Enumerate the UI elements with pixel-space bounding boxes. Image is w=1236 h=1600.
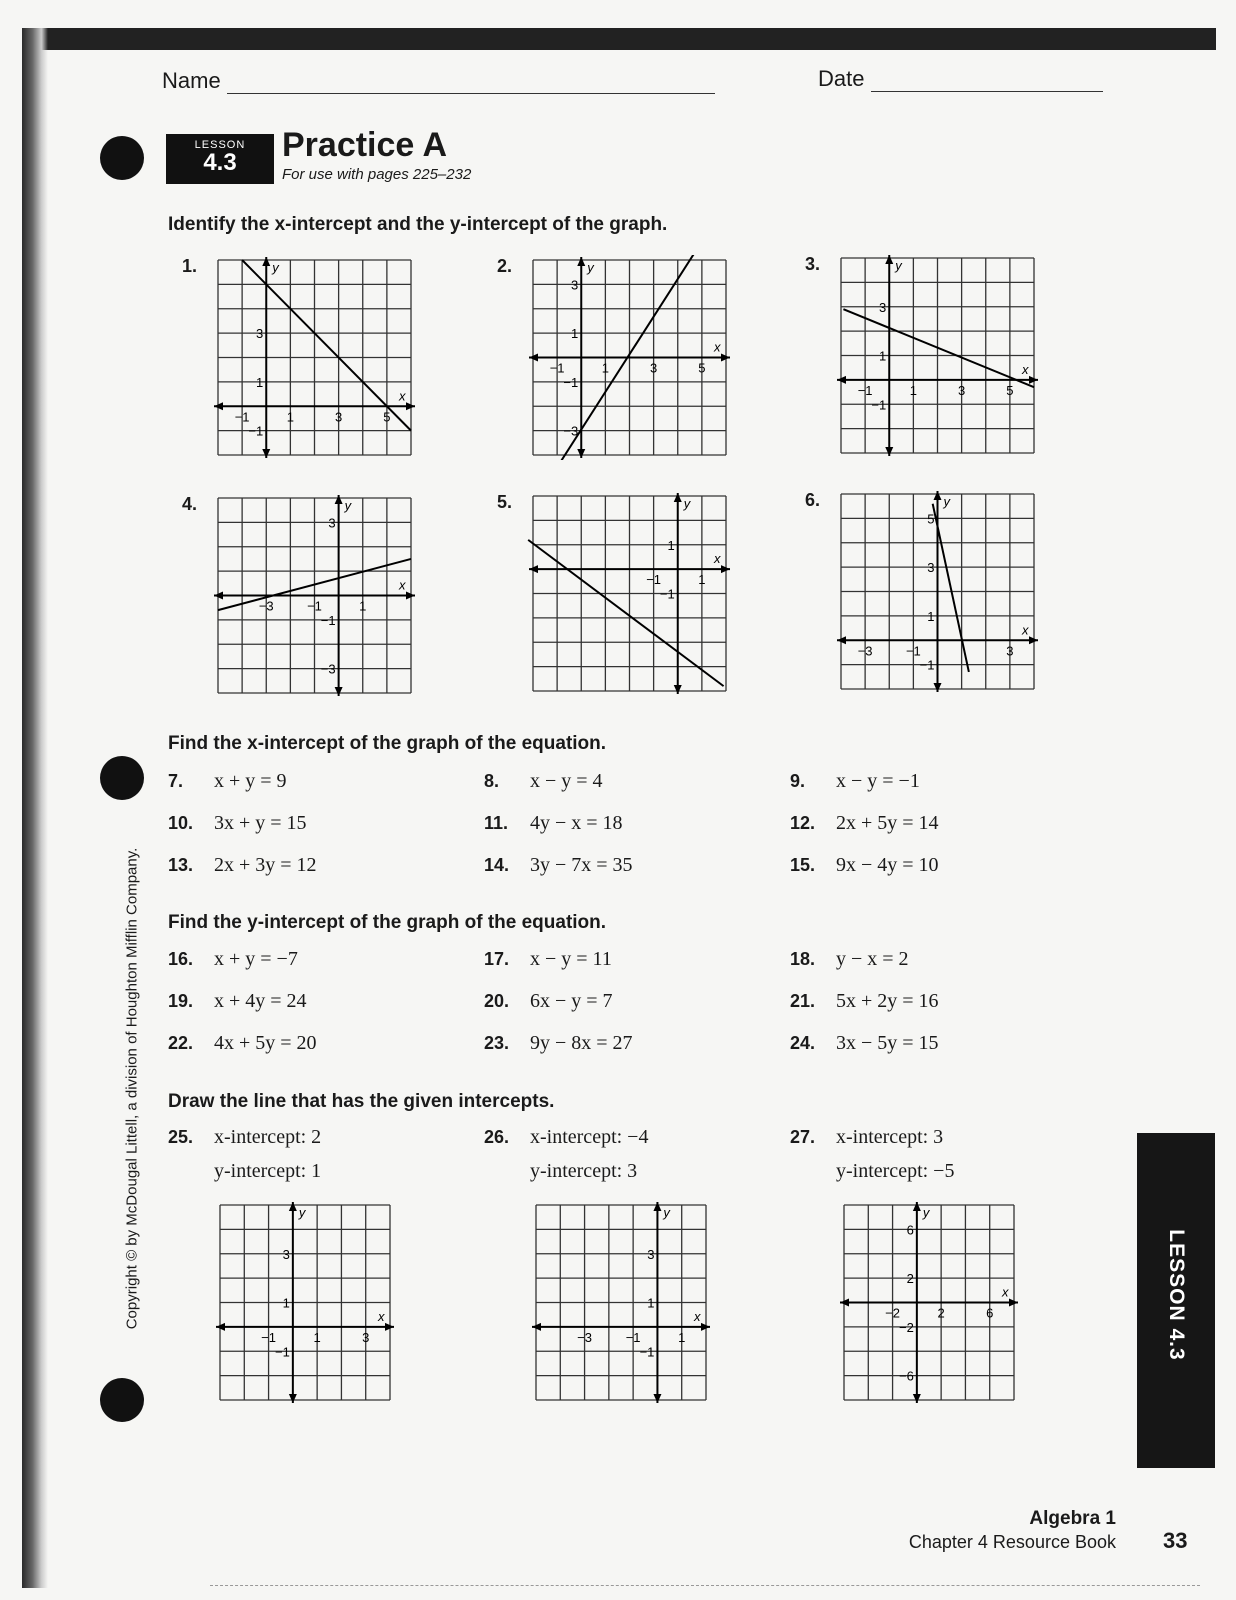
y-tick-label: 1 [571, 326, 579, 342]
footer-book: Algebra 1 [1029, 1508, 1116, 1529]
x-intercept-given: x-intercept: 2 [214, 1126, 322, 1148]
axis-arrow [913, 1202, 921, 1211]
problem-number: 23. [484, 1033, 510, 1053]
x-tick-label: 2 [937, 1305, 945, 1321]
equation: x + y = −7 [214, 948, 298, 970]
equation-problem [168, 1032, 317, 1055]
name-label: Name [162, 68, 221, 93]
y-tick-label: 3 [571, 277, 579, 293]
x-tick-label: 3 [335, 409, 343, 425]
x-axis-name: x [1022, 622, 1029, 638]
problem-number: 27. [790, 1127, 816, 1147]
problem-number: 14. [484, 855, 510, 875]
top-border [22, 28, 1216, 50]
x-tick-label: 3 [362, 1329, 370, 1345]
y-tick-label: 3 [328, 515, 336, 531]
x-tick-label: 1 [359, 598, 367, 614]
y-tick-label: −3 [563, 423, 579, 439]
problem-number: 18. [790, 949, 816, 969]
coordinate-grid-draw-26 [526, 1200, 716, 1405]
graph-problem-number: 6. [805, 490, 821, 510]
graph-problem-number: 4. [182, 494, 198, 514]
graph-line [242, 260, 411, 431]
y-axis-name: y [943, 494, 950, 509]
y-tick-label: 6 [906, 1222, 914, 1238]
coordinate-grid-2 [523, 255, 736, 460]
y-tick-label: 1 [256, 374, 264, 390]
y-intercept-given: y-intercept: 3 [530, 1160, 638, 1182]
equation: x − y = 4 [530, 770, 603, 792]
equation: 3x + y = 15 [214, 812, 307, 834]
y-tick-label: −1 [248, 423, 264, 439]
x-tick-label: −1 [549, 360, 565, 376]
y-tick-label: 3 [256, 326, 264, 342]
y-tick-label: −3 [320, 661, 336, 677]
x-tick-label: −1 [646, 572, 662, 588]
x-tick-label: 1 [698, 572, 706, 588]
x-tick-label: 1 [286, 409, 294, 425]
problem-number: 7. [168, 771, 184, 791]
x-tick-label: 5 [383, 409, 391, 425]
equation: 6x − y = 7 [530, 990, 613, 1012]
equation: y − x = 2 [836, 948, 909, 970]
x-axis-name: x [694, 1308, 701, 1324]
y-axis-name: y [272, 260, 279, 275]
x-tick-label: −1 [857, 382, 873, 398]
y-axis-name: y [663, 1205, 670, 1220]
equation-problem [790, 1032, 939, 1055]
y-tick-label: 1 [879, 348, 887, 364]
axis-arrow [885, 447, 893, 456]
y-tick-label: −1 [871, 397, 887, 413]
x-tick-label: −1 [307, 598, 322, 614]
problem-number: 17. [484, 949, 510, 969]
page-title: Practice A [282, 126, 448, 164]
axis-arrow [653, 1394, 661, 1403]
date-label: Date [818, 66, 865, 91]
axis-arrow [885, 255, 893, 264]
equation: x − y = −1 [836, 770, 920, 792]
x-axis-name: x [399, 577, 406, 593]
equation-problem [484, 770, 603, 793]
axis-arrow [653, 1202, 661, 1211]
lesson-badge-label: LESSON [194, 139, 246, 151]
equation: 9x − 4y = 10 [836, 854, 939, 876]
equation-problem [484, 990, 613, 1013]
equation-problem [790, 948, 909, 971]
coordinate-grid-draw-27 [834, 1200, 1024, 1405]
equation: x − y = 11 [530, 948, 612, 970]
lesson-side-tab [1137, 1133, 1215, 1468]
x-tick-label: 3 [650, 360, 658, 376]
x-tick-label: 3 [1006, 643, 1014, 659]
equation: 5x + 2y = 16 [836, 990, 939, 1012]
x-tick-label: 1 [678, 1329, 686, 1345]
coordinate-grid-6 [831, 489, 1044, 694]
section4-instruction: Draw the line that has the given intercepts. [168, 1091, 555, 1112]
x-tick-label: 5 [698, 360, 706, 376]
y-axis-name: y [683, 496, 691, 511]
y-tick-label: −6 [899, 1368, 914, 1384]
y-axis-name: y [298, 1205, 306, 1220]
x-intercept-given: x-intercept: 3 [836, 1126, 944, 1148]
axis-arrow [289, 1394, 297, 1403]
problem-number: 19. [168, 991, 194, 1011]
y-tick-label: −1 [275, 1344, 290, 1360]
graph-line [843, 309, 1034, 387]
y-tick-label: 3 [282, 1246, 290, 1262]
page-subtitle: For use with pages 225–232 [282, 166, 472, 183]
lesson-badge [166, 134, 274, 184]
problem-number: 16. [168, 949, 194, 969]
problem-number: 9. [790, 771, 806, 791]
page-number: 33 [1163, 1528, 1188, 1553]
name-line[interactable] [227, 75, 715, 94]
left-border [22, 28, 48, 1588]
problem-number: 8. [484, 771, 500, 791]
y-axis-name: y [587, 260, 594, 275]
equation-problem [484, 948, 612, 971]
equation: 2x + 3y = 12 [214, 854, 317, 876]
lesson-badge-number: 4.3 [203, 149, 237, 176]
x-axis-name: x [399, 388, 406, 404]
equation: 3y − 7x = 35 [530, 854, 633, 876]
problem-number: 21. [790, 991, 816, 1011]
axis-arrow [934, 491, 942, 500]
x-tick-label: 1 [601, 360, 609, 376]
coordinate-grid-draw-25 [210, 1200, 400, 1405]
y-tick-label: 3 [927, 560, 935, 576]
equation-problem [790, 770, 920, 793]
y-intercept-given: y-intercept: −5 [836, 1160, 955, 1182]
y-tick-label: 2 [906, 1271, 914, 1287]
binder-hole-top [100, 136, 144, 180]
axis-arrow [262, 449, 270, 458]
axis-arrow [335, 687, 343, 696]
x-tick-label: −3 [258, 598, 274, 614]
intercept-problem [790, 1126, 943, 1149]
x-tick-label: −2 [885, 1305, 900, 1321]
y-tick-label: 1 [647, 1295, 655, 1311]
graph-problem-number: 1. [182, 256, 198, 276]
equation-problem [168, 854, 317, 877]
x-tick-label: 3 [958, 382, 966, 398]
section3-instruction: Find the y-intercept of the graph of the equation. [168, 912, 607, 933]
x-axis-name: x [714, 339, 721, 355]
axis-arrow [289, 1202, 297, 1211]
equation: x + 4y = 24 [214, 990, 307, 1012]
equation-problem [484, 812, 623, 835]
date-line[interactable] [871, 73, 1103, 92]
equation: 9y − 8x = 27 [530, 1032, 633, 1054]
axis-arrow [913, 1394, 921, 1403]
graph-problem-number: 3. [805, 254, 821, 274]
y-tick-label: −1 [563, 374, 579, 390]
axis-arrow [577, 449, 585, 458]
problem-number: 12. [790, 813, 816, 833]
y-tick-label: −1 [919, 657, 935, 673]
coordinate-grid-1 [208, 255, 421, 460]
side-tab-label: LESSON 4.3 [1165, 1229, 1188, 1361]
axis-arrow [674, 685, 682, 694]
x-tick-label: −1 [905, 643, 921, 659]
equation-problem [168, 948, 298, 971]
y-tick-label: 1 [927, 608, 935, 624]
y-tick-label: 5 [927, 511, 935, 527]
equation-problem [790, 990, 939, 1013]
axis-arrow [335, 495, 343, 504]
coordinate-grid-4 [208, 493, 421, 698]
equation-problem [790, 812, 939, 835]
problem-number: 11. [484, 813, 509, 833]
problem-number: 20. [484, 991, 510, 1011]
axis-arrow [674, 493, 682, 502]
x-tick-label: −1 [234, 409, 250, 425]
y-tick-label: −1 [639, 1344, 655, 1360]
section2-instruction: Find the x-intercept of the graph of the equation. [168, 733, 607, 754]
axis-arrow [934, 683, 942, 692]
y-tick-label: −1 [659, 586, 675, 602]
graph-problem-number: 5. [497, 492, 513, 512]
intercept-problem [484, 1126, 648, 1149]
y-axis-name: y [895, 258, 902, 273]
problem-number: 10. [168, 813, 194, 833]
equation-problem [168, 990, 307, 1013]
y-tick-label: 1 [282, 1295, 290, 1311]
y-tick-label: −1 [320, 612, 336, 628]
equation-problem [790, 854, 939, 877]
x-tick-label: −3 [577, 1329, 592, 1345]
x-tick-label: 5 [1006, 382, 1014, 398]
y-axis-name: y [344, 498, 352, 513]
footer-resource: Chapter 4 Resource Book [908, 1532, 1116, 1552]
equation-problem [484, 1032, 633, 1055]
x-intercept-given: x-intercept: −4 [530, 1126, 649, 1148]
intercept-problem [168, 1126, 321, 1149]
date-field[interactable] [818, 66, 1103, 92]
equation: x + y = 9 [214, 770, 287, 792]
bottom-rule [210, 1585, 1200, 1586]
x-tick-label: 1 [313, 1329, 321, 1345]
section1-instruction: Identify the x-intercept and the y-intercept of the graph. [168, 214, 668, 235]
x-tick-label: 1 [909, 382, 917, 398]
problem-number: 22. [168, 1033, 194, 1053]
x-tick-label: 6 [986, 1305, 994, 1321]
coordinate-grid-3 [831, 253, 1044, 458]
y-tick-label: 3 [879, 299, 887, 315]
equation-problem [168, 770, 287, 793]
coordinate-grid-5 [523, 491, 736, 696]
y-axis-name: y [922, 1205, 930, 1220]
equation: 3x − 5y = 15 [836, 1032, 939, 1054]
problem-number: 24. [790, 1033, 816, 1053]
axis-arrow [577, 257, 585, 266]
x-tick-label: −1 [625, 1329, 641, 1345]
problem-number: 26. [484, 1127, 510, 1147]
graph-problem-number: 2. [497, 256, 513, 276]
name-field[interactable] [162, 68, 715, 94]
y-tick-label: −2 [899, 1319, 914, 1335]
equation: 2x + 5y = 14 [836, 812, 939, 834]
x-axis-name: x [714, 551, 721, 567]
equation: 4x + 5y = 20 [214, 1032, 317, 1054]
y-intercept-given: y-intercept: 1 [214, 1160, 322, 1182]
equation: 4y − x = 18 [530, 812, 623, 834]
x-axis-name: x [378, 1308, 385, 1324]
x-tick-label: −1 [261, 1329, 276, 1345]
problem-number: 13. [168, 855, 194, 875]
problem-number: 15. [790, 855, 816, 875]
axis-arrow [262, 257, 270, 266]
y-tick-label: 1 [667, 537, 675, 553]
equation-problem [168, 812, 307, 835]
equation-problem [484, 854, 633, 877]
x-axis-name: x [1022, 361, 1029, 377]
problem-number: 25. [168, 1127, 194, 1147]
x-tick-label: −3 [857, 643, 873, 659]
copyright-notice: Copyright © by McDougal Littell, a division of Houghton Mifflin Company. [123, 847, 141, 1330]
x-axis-name: x [1002, 1284, 1009, 1300]
y-tick-label: 3 [647, 1246, 655, 1262]
